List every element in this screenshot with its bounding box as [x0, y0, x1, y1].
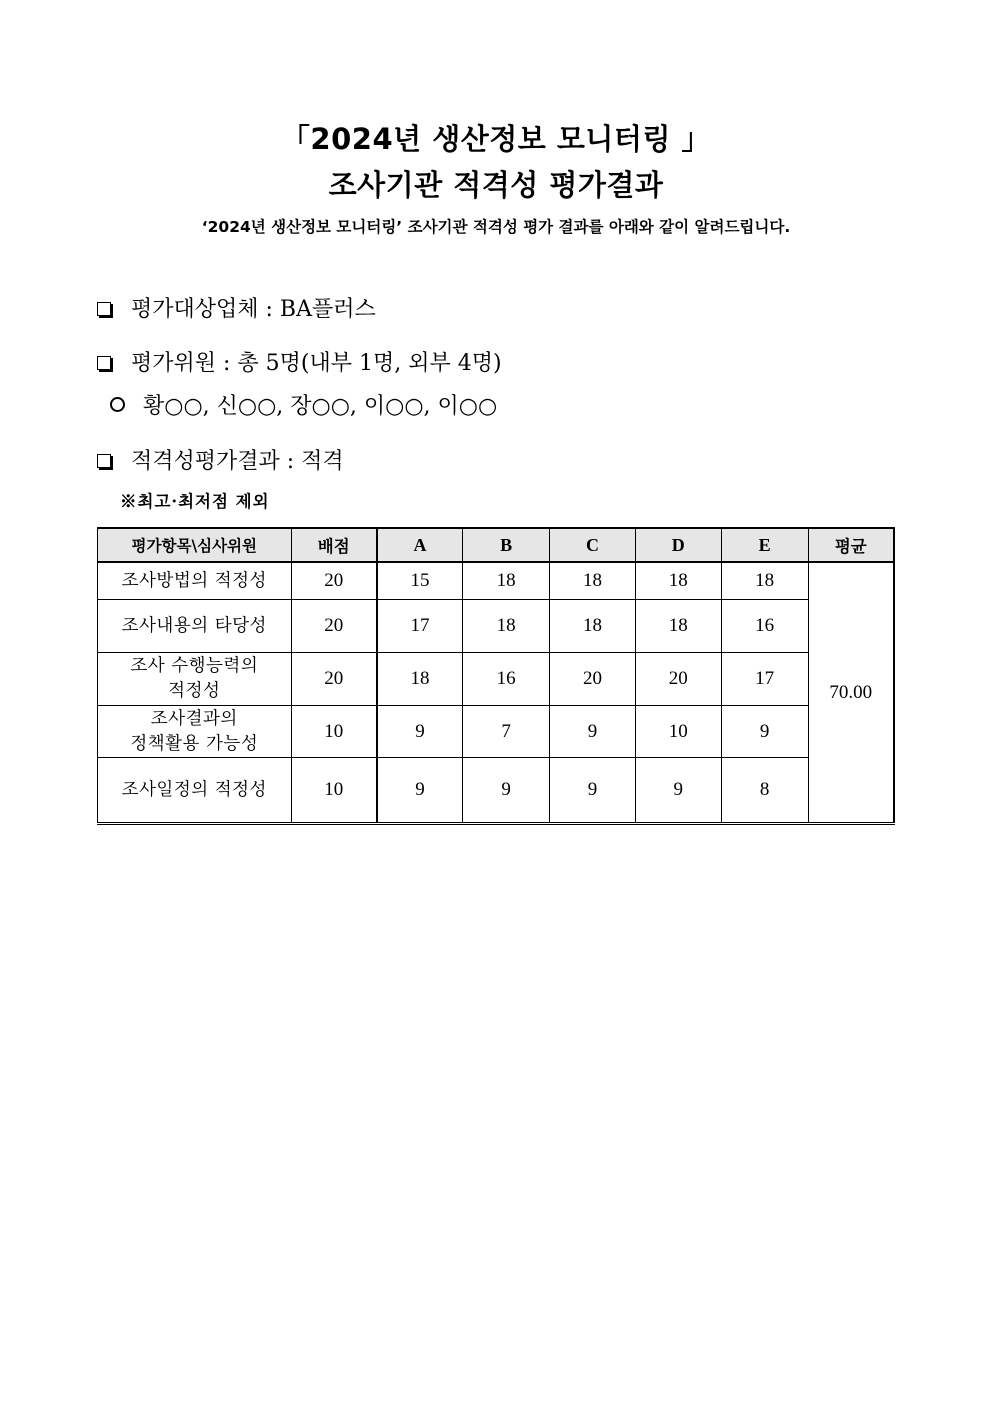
section-evaluation-result [97, 444, 344, 475]
row-c: 18 [550, 600, 636, 653]
row-item: 조사내용의 타당성 [98, 600, 292, 653]
row-e: 17 [721, 653, 808, 706]
square-bullet-icon [97, 302, 111, 316]
exclusion-note: ※최고·최저점 제외 [120, 492, 270, 511]
row-item [98, 706, 292, 758]
evaluation-target-text: 평가대상업체 : BA플러스 [131, 297, 376, 322]
score-table [97, 527, 895, 825]
table-row [98, 758, 895, 824]
row-score: 10 [291, 706, 377, 758]
header-e: E [721, 528, 808, 562]
row-item: 조사방법의 적정성 [98, 562, 292, 600]
row-b: 16 [463, 653, 550, 706]
row-item-line1: 조사결과의 [150, 708, 238, 729]
row-item: 조사일정의 적정성 [98, 758, 292, 824]
row-c: 18 [550, 562, 636, 600]
evaluation-committee-text: 평가위원 : 총 5명(내부 1명, 외부 4명) [131, 351, 502, 376]
row-a: 17 [377, 600, 463, 653]
document-title-line1: 「2024년 생산정보 모니터링 」 [280, 122, 712, 156]
section-evaluation-committee [97, 346, 502, 377]
row-score: 20 [291, 600, 377, 653]
table-row [98, 562, 895, 600]
header-b: B [463, 528, 550, 562]
row-b: 7 [463, 706, 550, 758]
header-c: C [550, 528, 636, 562]
row-c: 9 [550, 758, 636, 824]
row-d: 9 [635, 758, 721, 824]
row-a: 18 [377, 653, 463, 706]
row-d: 10 [635, 706, 721, 758]
row-b: 9 [463, 758, 550, 824]
header-a: A [377, 528, 463, 562]
row-item-line1: 조사 수행능력의 [130, 656, 259, 676]
row-item-line2: 적정성 [168, 681, 221, 701]
row-e: 9 [721, 706, 808, 758]
header-d: D [635, 528, 721, 562]
row-a: 9 [377, 758, 463, 824]
row-e: 16 [721, 600, 808, 653]
row-e: 8 [721, 758, 808, 824]
header-score: 배점 [291, 528, 377, 562]
row-d: 18 [635, 562, 721, 600]
evaluation-result-text: 적격성평가결과 : 적격 [131, 449, 344, 474]
row-c: 9 [550, 706, 636, 758]
committee-members-text: 황○○, 신○○, 장○○, 이○○, 이○○ [143, 394, 498, 419]
committee-members [110, 389, 497, 420]
row-a: 15 [377, 562, 463, 600]
header-item: 평가항목\심사위원 [98, 528, 292, 562]
row-item [98, 653, 292, 706]
square-bullet-icon [97, 356, 111, 370]
row-d: 20 [635, 653, 721, 706]
section-evaluation-target [97, 292, 376, 323]
circle-bullet-icon [110, 397, 125, 412]
table-row [98, 706, 895, 758]
row-b: 18 [463, 600, 550, 653]
table-row [98, 600, 895, 653]
average-value: 70.00 [808, 562, 894, 824]
document-subtitle: ‘2024년 생산정보 모니터링’ 조사기관 적격성 평가 결과를 아래와 같이 알려드립니다. [201, 218, 791, 236]
row-c: 20 [550, 653, 636, 706]
square-bullet-icon [97, 454, 111, 468]
row-e: 18 [721, 562, 808, 600]
row-item-line2: 정책활용 가능성 [130, 733, 259, 754]
row-score: 20 [291, 653, 377, 706]
row-score: 10 [291, 758, 377, 824]
header-average: 평균 [808, 528, 894, 562]
row-score: 20 [291, 562, 377, 600]
row-b: 18 [463, 562, 550, 600]
row-a: 9 [377, 706, 463, 758]
document-title-line2: 조사기관 적격성 평가결과 [328, 168, 664, 202]
table-row [98, 653, 895, 706]
table-header-row [98, 528, 895, 562]
row-d: 18 [635, 600, 721, 653]
